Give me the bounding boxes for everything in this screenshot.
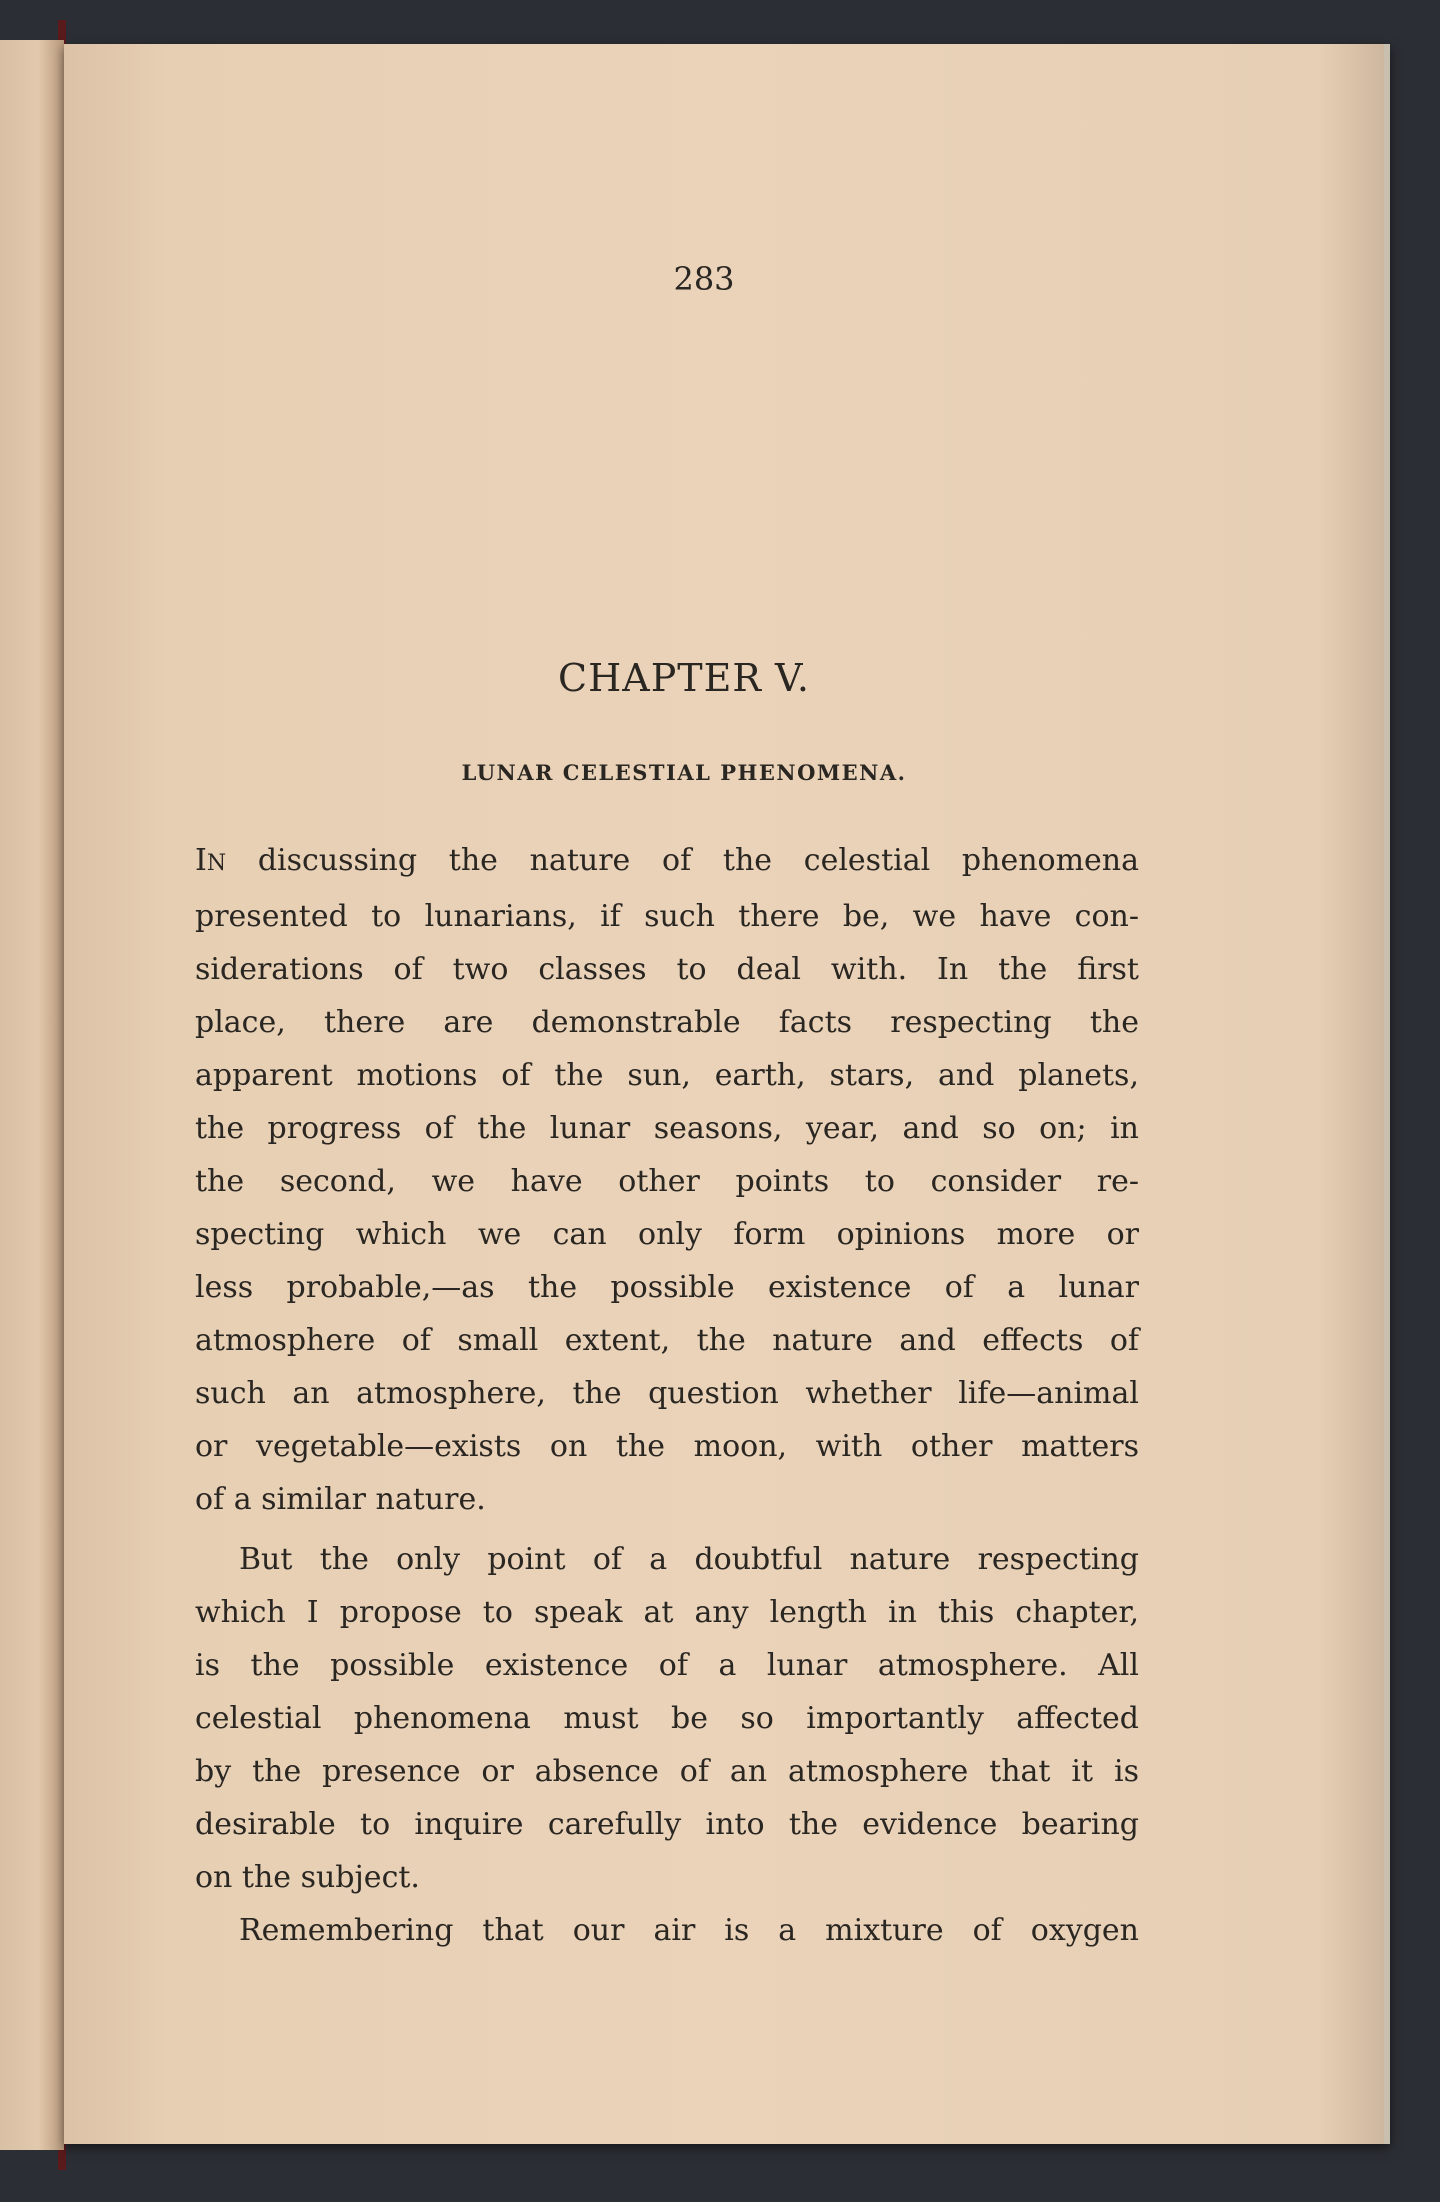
- text-line: is the possible existence of a lunar atmosphere. All: [195, 1648, 1139, 1683]
- text-line: less probable,—as the possible existence of a lunar: [195, 1270, 1139, 1305]
- text-line: such an atmosphere, the question whether life—animal: [195, 1376, 1139, 1411]
- text-line: place, there are demonstrable facts respecting the: [195, 1005, 1139, 1040]
- book-page: [64, 44, 1390, 2144]
- text-line: Remembering that our air is a mixture of oxygen: [239, 1913, 1139, 1948]
- facing-page-edge: [0, 40, 64, 2150]
- text-line: atmosphere of small extent, the nature and effects of: [195, 1323, 1139, 1358]
- text-line: celestial phenomena must be so importantly affected: [195, 1701, 1139, 1736]
- text-line: apparent motions of the sun, earth, stars, and planets,: [195, 1058, 1139, 1093]
- first-word-small-caps: N: [206, 851, 227, 876]
- chapter-subtitle: LUNAR CELESTIAL PHENOMENA.: [461, 760, 907, 785]
- text-line-content: discussing the nature of the celestial phenomena: [226, 843, 1139, 878]
- text-line: which I propose to speak at any length in this chapter,: [195, 1595, 1139, 1630]
- first-word-initial: I: [195, 843, 207, 878]
- text-line: [195, 834, 1139, 890]
- text-line: siderations of two classes to deal with. In the first: [195, 952, 1139, 987]
- text-line: desirable to inquire carefully into the evidence bearing: [195, 1807, 1139, 1842]
- text-line: by the presence or absence of an atmosphere that it is: [195, 1754, 1139, 1789]
- text-line: presented to lunarians, if such there be, we have con-: [195, 899, 1139, 934]
- text-line: of a similar nature.: [195, 1482, 486, 1517]
- text-line: or vegetable—exists on the moon, with other matters: [195, 1429, 1139, 1464]
- text-line: But the only point of a doubtful nature respecting: [239, 1542, 1139, 1577]
- page-number: 283: [673, 260, 735, 298]
- chapter-title: CHAPTER V.: [558, 656, 810, 700]
- text-line: specting which we can only form opinions more or: [195, 1217, 1139, 1252]
- text-line: the progress of the lunar seasons, year, and so on; in: [195, 1111, 1139, 1146]
- text-line: on the subject.: [195, 1860, 420, 1895]
- text-line: the second, we have other points to consider re-: [195, 1164, 1139, 1199]
- body-text: [195, 834, 1139, 1957]
